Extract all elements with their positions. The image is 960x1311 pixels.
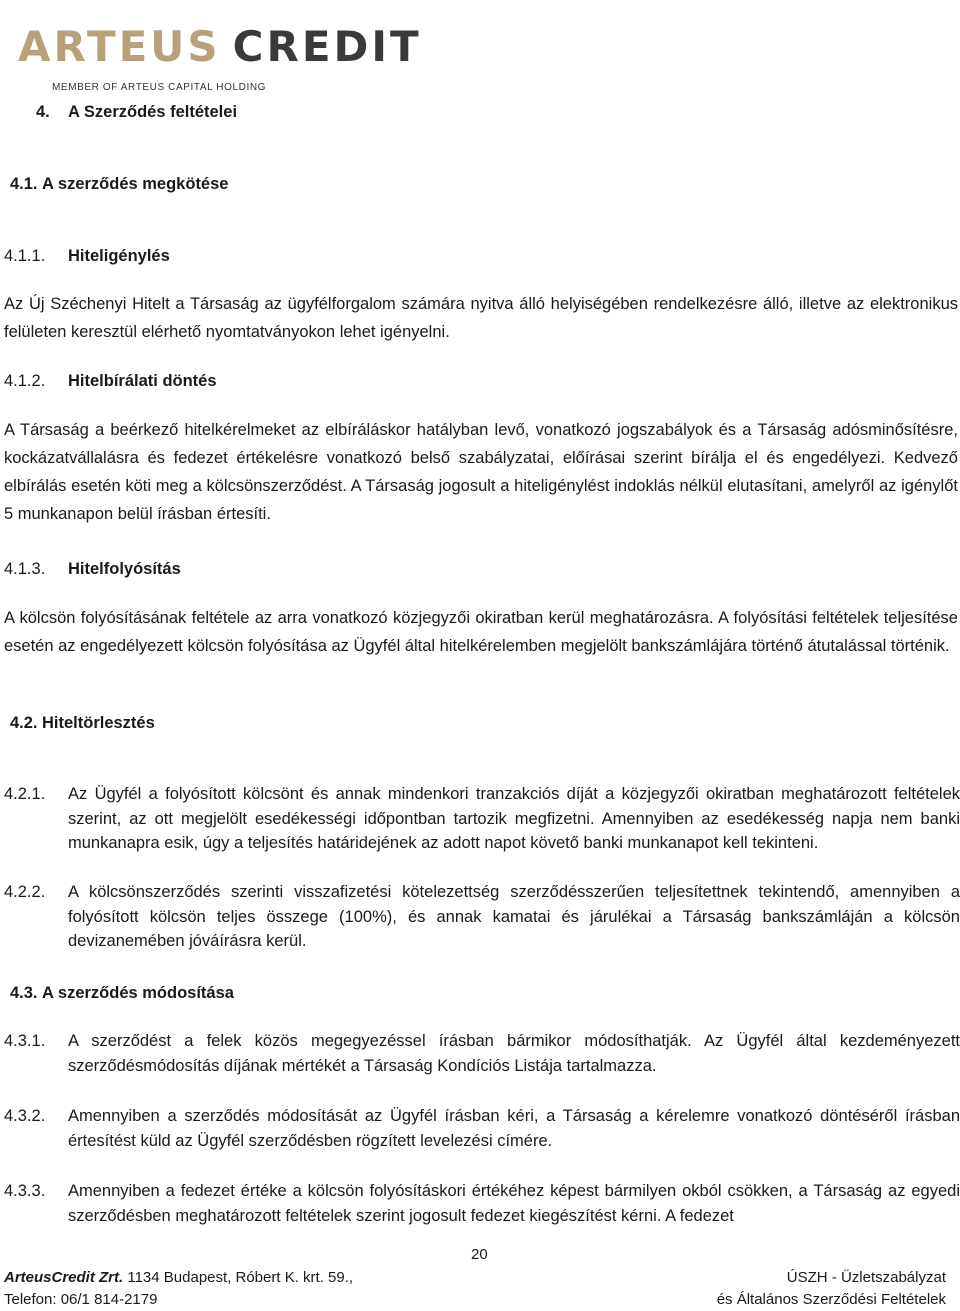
section-heading-4: [0, 100, 960, 124]
section-title: Hiteltörlesztés: [42, 714, 155, 732]
item-text: A kölcsönszerződés szerinti visszafizetési kötelezettség szerződésszerűen teljesítettnek tekintendő, amennyiben a folyósított kölcsön teljes összege (100%), és annak kamatai és járulékai a Társaság bankszámláján a kölcsön devizanemében jóváírásra kerül.: [68, 883, 960, 950]
item-4-3-3: [0, 1179, 960, 1231]
section-title: Hitelbírálati döntés: [68, 372, 217, 390]
item-text: Amennyiben a fedezet értéke a kölcsön folyósításkori értékéhez képest bármilyen okból csökken, a Társaság az egyedi szerződésben meghatározott feltételek szerint jogosult fedezet kiegészítést kérni. A fedezet: [68, 1182, 960, 1225]
section-number: 4.1.3.: [4, 560, 46, 578]
item-4-3-2: [0, 1104, 960, 1156]
footer-company-line: [4, 1267, 353, 1289]
section-heading-4-1-3: [0, 557, 960, 581]
section-number: 4.3.: [10, 984, 38, 1002]
item-number: 4.3.2.: [4, 1107, 46, 1125]
item-number: 4.3.1.: [4, 1032, 46, 1050]
section-number: 4.1.: [10, 175, 38, 193]
section-title: A szerződés módosítása: [42, 984, 234, 1002]
item-number: 4.3.3.: [4, 1182, 46, 1200]
logo-word-arteus: ARTEUS: [18, 22, 221, 71]
item-text: Az Ügyfél a folyósított kölcsönt és annak mindenkori tranzakciós díját a közjegyzői okiratban meghatározott feltételek szerint, az ott megjelölt esedékességi időpontban tartozik megfizetni. Amennyiben az esedékesség napja nem banki munkanapra esik, úgy a teljesítés határidejének az adott napot követő banki munkanapot kell tekinteni.: [68, 785, 960, 852]
section-title: Hiteligénylés: [68, 247, 170, 265]
item-text: Amennyiben a szerződés módosítását az Ügyfél írásban kéri, a Társaság a kérelemre vonatkozó döntéséről írásban értesítést küld az Ügyfél szerződésben rögzített levelezési címére.: [68, 1107, 960, 1150]
logo-tagline: MEMBER OF ARTEUS CAPITAL HOLDING: [52, 82, 267, 93]
footer-doc-title-1: ÚSZH - Üzletszabályzat: [786, 1269, 946, 1286]
section-number: 4.1.1.: [4, 247, 46, 265]
logo-word-credit: CREDIT: [232, 22, 422, 71]
section-heading-4-2: [0, 711, 960, 735]
section-heading-4-3: [0, 981, 960, 1005]
section-heading-4-1: [0, 172, 960, 196]
section-title: Hitelfolyósítás: [68, 560, 181, 578]
section-title: A Szerződés feltételei: [68, 103, 238, 121]
paragraph-4-1-3: A kölcsön folyósításának feltétele az arra vonatkozó közjegyzői okiratban kerül meghatározásra. A folyósítási feltételek teljesítése esetén az engedélyezett kölcsön folyósítása az Ügyfél által hitelkérelemben megjelölt bankszámlájára történő átutalással történik.: [4, 609, 958, 655]
paragraph-4-1-1: Az Új Széchenyi Hitelt a Társaság az ügyfélforgalom számára nyitva álló helyiségében rendelkezésre álló, illetve az elektronikus felületen keresztül elérhető nyomtatványokon lehet igényelni.: [4, 295, 958, 341]
item-number: 4.2.2.: [4, 883, 46, 901]
item-text: A szerződést a felek közös megegyezéssel írásban bármikor módosíthatják. Az Ügyfél által kezdeményezett szerződésmódosítás díjának mértékét a Társaság Kondíciós Listája tartalmazza.: [68, 1032, 960, 1075]
item-4-2-1: [0, 782, 960, 882]
footer-address: 1134 Budapest, Róbert K. krt. 59.,: [127, 1269, 354, 1286]
paragraph-4-1-2: A Társaság a beérkező hitelkérelmeket az elbíráláskor hatályban levő, vonatkozó jogszabályok és a Társaság adósminősítésre, kockázatvállalásra és fedezet értékelésre vonatkozó belső szabályzatai, előírásai szerint bírálja el és engedélyezi. Kedvező elbírálás esetén köti meg a kölcsönszerződést. A Társaság jogosult a hiteligénylést indoklás nélkül elutasítani, amelyről az igénylőt 5 munkanapon belül írásban értesíti.: [4, 421, 958, 523]
page-number: 20: [471, 1246, 488, 1263]
item-number: 4.2.1.: [4, 785, 46, 803]
footer-company: ArteusCredit Zrt.: [4, 1269, 124, 1286]
section-number: 4.: [36, 103, 50, 121]
section-number: 4.1.2.: [4, 372, 46, 390]
section-heading-4-1-1: [0, 244, 960, 268]
footer-phone: Telefon: 06/1 814-2179: [4, 1291, 158, 1308]
logo-wordmark: [18, 22, 422, 72]
section-title: A szerződés megkötése: [42, 175, 229, 193]
section-number: 4.2.: [10, 714, 38, 732]
item-4-2-2: [0, 880, 960, 956]
company-logo: [18, 22, 422, 98]
section-heading-4-1-2: [0, 369, 960, 393]
footer-doc-title-2: és Általános Szerződési Feltételek: [716, 1291, 946, 1308]
item-4-3-1: [0, 1029, 960, 1081]
